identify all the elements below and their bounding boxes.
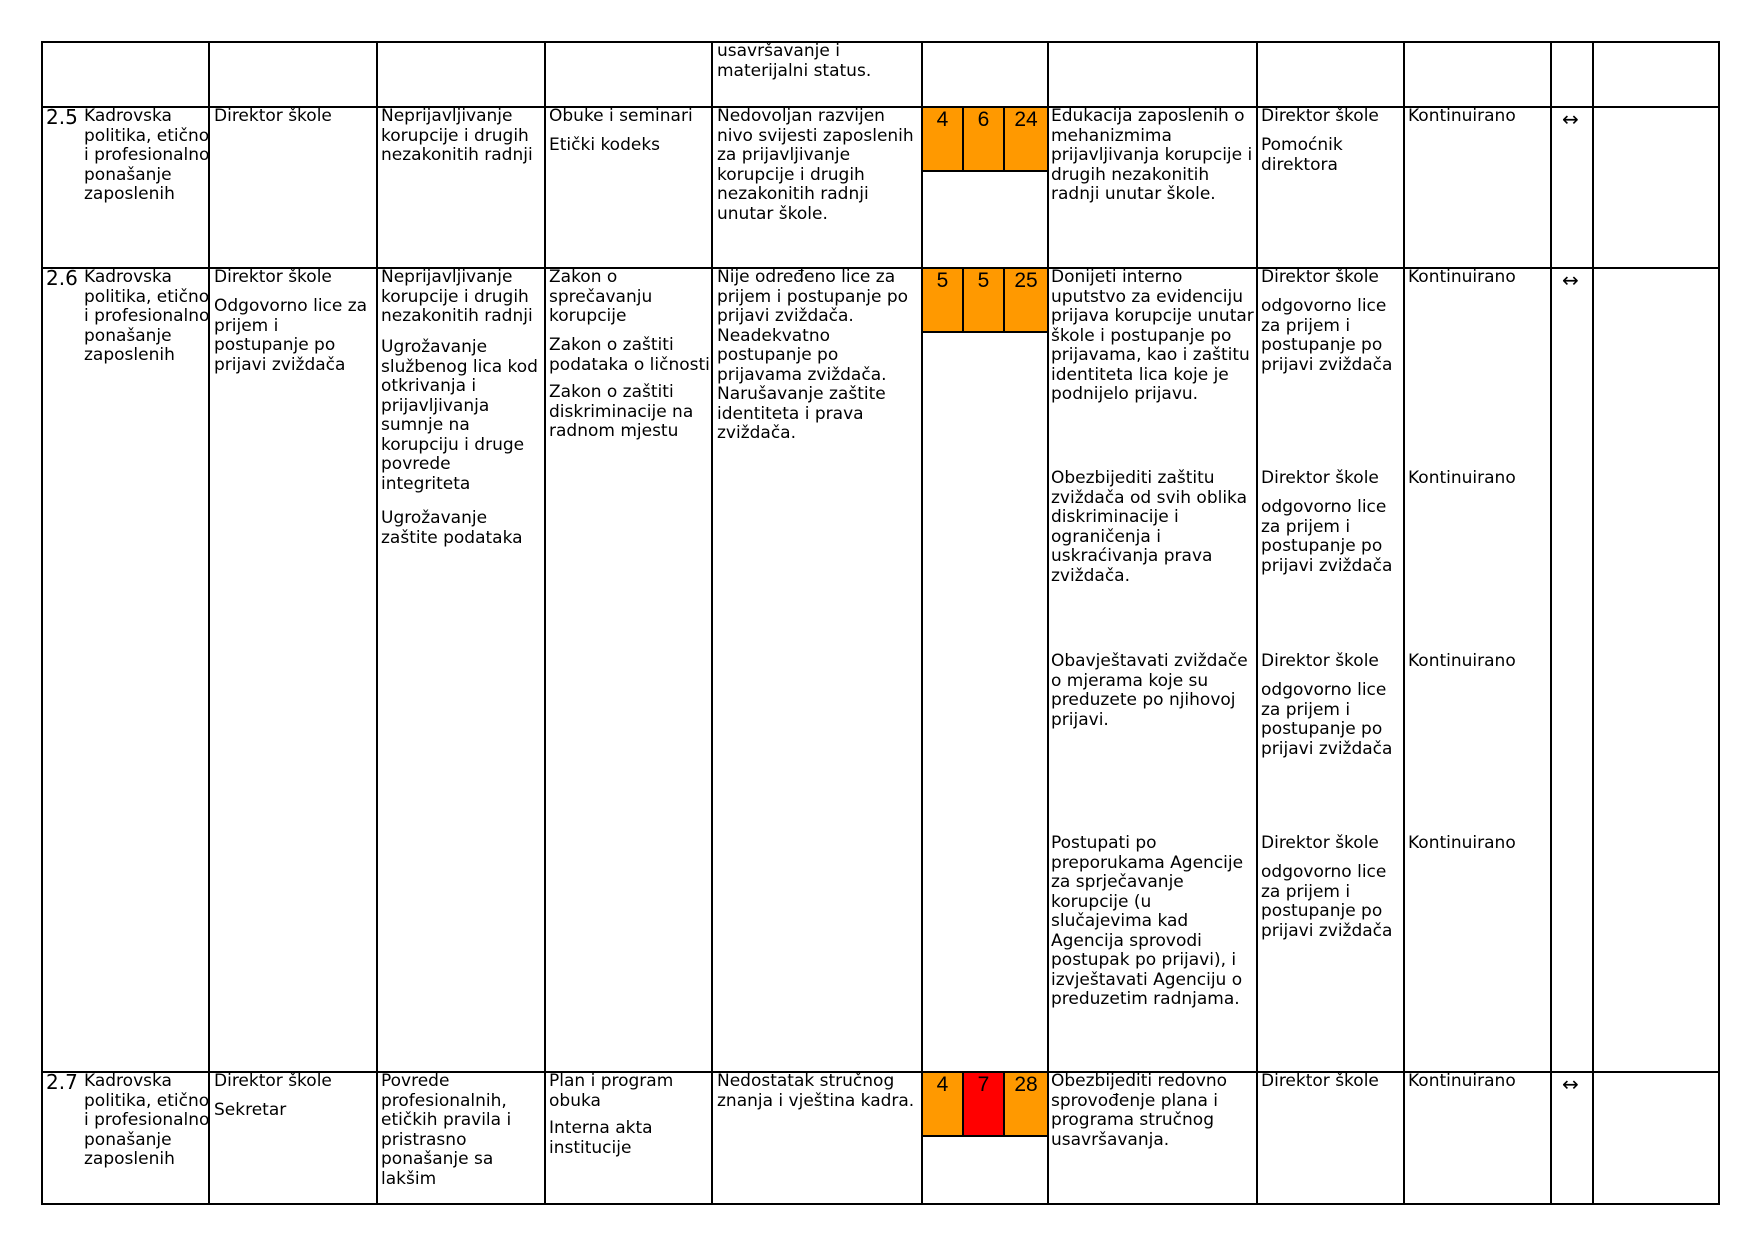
probability-score: 4 (921, 1071, 964, 1137)
existing-control: Etički kodeks (549, 135, 661, 155)
impact-score: 6 (962, 106, 1005, 172)
existing-control: Zakon o zaštiti diskriminacije na radnom mjestu (549, 382, 694, 441)
trend-arrow-icon: ↔ (1562, 107, 1579, 131)
probability-score: 5 (921, 267, 964, 333)
mitigation-action: Edukacija zaposlenih o mehanizmima prijavljivanja korupcije i drugih nezakonitih radnji unutar škole. (1051, 106, 1253, 204)
risk-area: Kadrovska politika, etično i profesionalno ponašanje zaposlenih (84, 106, 210, 204)
risk-description: Neprijavljivanje korupcije i drugih nezakonitih radnji (381, 267, 533, 326)
deadline: Kontinuirano (1408, 1071, 1516, 1091)
risk-owner: Direktor škole (214, 106, 332, 126)
column-divider (1403, 41, 1405, 1205)
risk-cause: Nedovoljan razvijen nivo svijesti zaposlenih za prijavljivanje korupcije i drugih nezakonitih radnji unutar škole. (717, 106, 914, 224)
mitigation-action: Donijeti interno uputstvo za evidenciju prijava korupcije unutar škole i postupanje po prijavama, kao i zaštitu identiteta lica koje je podnijelo prijavu. (1051, 267, 1254, 404)
measure-text: usavršavanje i materijalni status. (717, 41, 872, 81)
column-divider (41, 41, 43, 1205)
responsible-person: Direktor škole (1261, 651, 1379, 671)
risk-owner: Sekretar (214, 1100, 287, 1120)
column-divider (1550, 41, 1552, 1205)
risk-owner: Direktor škole (214, 267, 332, 287)
risk-description: Ugrožavanje službenog lica kod otkrivanja i prijavljivanja sumnje na korupciju i druge povrede integriteta (381, 337, 538, 494)
responsible-person: odgovorno lice za prijem i postupanje po prijavi zviždača (1261, 680, 1393, 759)
deadline: Kontinuirano (1408, 267, 1516, 287)
column-divider (544, 41, 546, 1205)
responsible-person: Direktor škole (1261, 833, 1379, 853)
risk-area: Kadrovska politika, etično i profesionalno ponašanje zaposlenih (84, 267, 210, 365)
column-divider (1256, 41, 1258, 1205)
column-divider (921, 41, 923, 1205)
column-divider (376, 41, 378, 1205)
risk-number: 2.6 (46, 266, 78, 290)
total-score: 24 (1003, 106, 1049, 172)
risk-area: Kadrovska politika, etično i profesionalno ponašanje zaposlenih (84, 1071, 210, 1169)
risk-description: Neprijavljivanje korupcije i drugih nezakonitih radnji (381, 106, 533, 165)
total-score: 25 (1003, 267, 1049, 333)
table-border-top (41, 41, 1720, 43)
responsible-person: Direktor škole (1261, 267, 1379, 287)
responsible-person: odgovorno lice za prijem i postupanje po prijavi zviždača (1261, 296, 1393, 375)
impact-score: 7 (962, 1071, 1005, 1137)
mitigation-action: Obavještavati zviždače o mjerama koje su preduzete po njihovoj prijavi. (1051, 651, 1248, 730)
existing-control: Interna akta institucije (549, 1118, 653, 1158)
existing-control: Zakon o sprečavanju korupcije (549, 267, 653, 326)
risk-number: 2.5 (46, 105, 78, 129)
deadline: Kontinuirano (1408, 833, 1516, 853)
mitigation-action: Obezbijediti redovno sprovođenje plana i programa stručnog usavršavanja. (1051, 1071, 1228, 1150)
probability-score: 4 (921, 106, 964, 172)
deadline: Kontinuirano (1408, 468, 1516, 488)
deadline: Kontinuirano (1408, 106, 1516, 126)
column-divider (711, 41, 713, 1205)
responsible-person: Direktor škole (1261, 1071, 1379, 1091)
table-border-right (1718, 41, 1720, 1205)
risk-description: Povrede profesionalnih, etičkih pravila i pristrasno ponašanje sa lakšim (381, 1071, 512, 1189)
responsible-person: odgovorno lice za prijem i postupanje po prijavi zviždača (1261, 862, 1393, 941)
responsible-person: Pomoćnik direktora (1261, 135, 1343, 175)
risk-number: 2.7 (46, 1070, 78, 1094)
column-divider (208, 41, 210, 1205)
column-divider (1047, 41, 1049, 1205)
existing-control: Obuke i seminari (549, 106, 693, 126)
existing-control: Plan i program obuka (549, 1071, 674, 1111)
risk-cause: Nedostatak stručnog znanja i vještina kadra. (717, 1071, 915, 1111)
deadline: Kontinuirano (1408, 651, 1516, 671)
trend-arrow-icon: ↔ (1562, 1072, 1579, 1096)
impact-score: 5 (962, 267, 1005, 333)
responsible-person: Direktor škole (1261, 468, 1379, 488)
risk-cause: Nije određeno lice za prijem i postupanje po prijavi zviždača. Neadekvatno postupanje po prijavama zviždača. Narušavanje zaštite identiteta i prava zviždača. (717, 267, 909, 443)
risk-owner: Odgovorno lice za prijem i postupanje po prijavi zviždača (214, 296, 368, 375)
table-border-bottom (41, 1203, 1720, 1205)
mitigation-action: Obezbijediti zaštitu zviždača od svih oblika diskriminacije i ograničenja i uskraćivanja prava zviždača. (1051, 468, 1248, 586)
total-score: 28 (1003, 1071, 1049, 1137)
risk-description: Ugrožavanje zaštite podataka (381, 508, 523, 548)
risk-owner: Direktor škole (214, 1071, 332, 1091)
responsible-person: odgovorno lice za prijem i postupanje po prijavi zviždača (1261, 497, 1393, 576)
trend-arrow-icon: ↔ (1562, 268, 1579, 292)
mitigation-action: Postupati po preporukama Agencije za sprječavanje korupcije (u slučajevima kad Agencija sprovodi postupak po prijavi), i izvještavati Agenciju o preduzetim radnjama. (1051, 833, 1244, 1009)
column-divider (1592, 41, 1594, 1205)
responsible-person: Direktor škole (1261, 106, 1379, 126)
existing-control: Zakon o zaštiti podataka o ličnosti (549, 335, 710, 375)
